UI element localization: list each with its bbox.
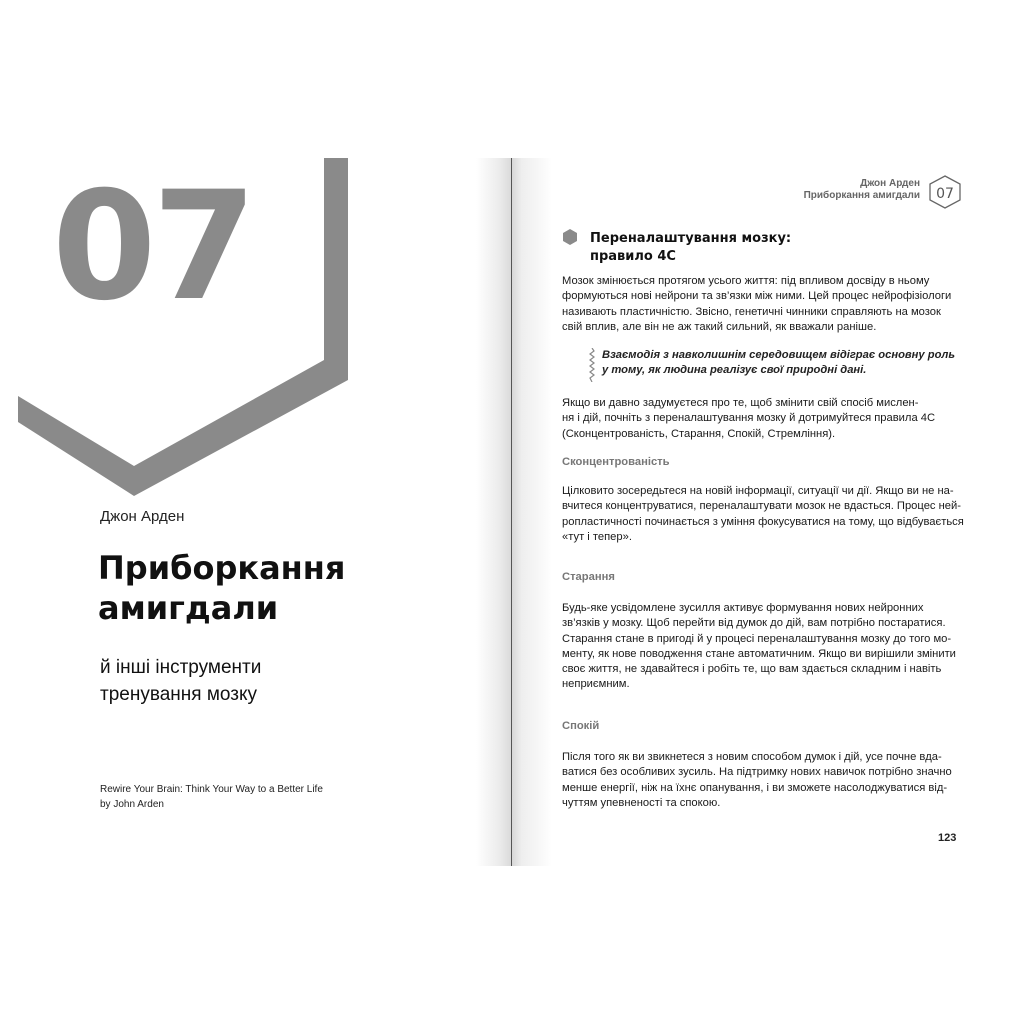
pull-quote <box>602 348 962 379</box>
text-line: Після того як ви звикнетеся з новим способом думок і дій, усе почне вда- <box>562 751 942 763</box>
book-gutter <box>476 158 552 866</box>
book-title-line: амигдали <box>98 589 279 627</box>
running-head-title: Приборкання амигдали <box>803 190 920 201</box>
left-page <box>0 0 476 1024</box>
text-line: чуттям упевненості та спокою. <box>562 796 721 809</box>
book-subtitle-line: тренування мозку <box>100 684 257 705</box>
book-title <box>98 548 345 628</box>
subhead-concentration: Сконцентрованість <box>562 456 670 468</box>
chapter-number: 07 <box>52 160 253 334</box>
text-line: менту, як нове поводження стане автоматичним. Якщо ви вирішили змінити <box>562 647 956 660</box>
text-line: своє життя, не здавайтеся і робіть те, що вам здається складним і навіть <box>562 663 942 676</box>
paragraph-calm <box>562 750 962 811</box>
running-head <box>804 178 920 202</box>
book-subtitle-line: й інші інструменти <box>100 657 262 678</box>
hexagon-bullet-icon <box>562 228 578 246</box>
chapter-badge-number: 07 <box>936 186 954 202</box>
paragraph-concentration <box>562 484 962 545</box>
paragraph-effort <box>562 601 962 693</box>
text-line: Будь-яке усвідомлене зусилля активує формування нових нейронних <box>562 602 924 614</box>
original-title <box>100 782 323 812</box>
book-subtitle <box>100 654 261 708</box>
right-page <box>552 158 972 866</box>
gutter-line <box>511 158 512 866</box>
section-heading-line: правило 4С <box>590 249 676 264</box>
text-line: свій вплив, але він не аж такий сильний, як вважали раніше. <box>562 320 877 333</box>
text-line: зв’язків у мозку. Щоб перейти від думок до дій, вам потрібно постаратися. <box>562 617 946 630</box>
text-line: «тут і тепер». <box>562 530 632 543</box>
quote-line: у тому, як людина реалізує свої природні дані. <box>602 364 867 377</box>
section-heading <box>590 230 791 266</box>
text-line: називають пластичністю. Звісно, генетичні чинники справляють на мозок <box>562 305 941 318</box>
subhead-calm: Спокій <box>562 720 600 732</box>
text-line: ропластичності починається з уміння фокусуватися на тому, що відбувається <box>562 515 964 528</box>
text-line: Цілковито зосередьтеся на новій інформації, ситуації чи дії. Якщо ви не на- <box>562 485 954 497</box>
text-line: Якщо ви давно задумуєтеся про те, щоб змінити свій спосіб мислен- <box>562 397 919 409</box>
original-title-line: Rewire Your Brain: Think Your Way to a Better Life <box>100 784 323 795</box>
intro-paragraph <box>562 274 962 335</box>
book-title-line: Приборкання <box>98 549 346 587</box>
quote-bar-icon <box>588 348 596 382</box>
original-author-line: by John Arden <box>100 799 164 810</box>
text-line: Мозок змінюється протягом усього життя: під впливом досвіду в ньому <box>562 275 930 287</box>
text-line: Старання стане в пригоді й у процесі переналаштування мозку до того мо- <box>562 632 952 645</box>
section-heading-line: Переналаштування мозку: <box>590 231 792 246</box>
page-number: 123 <box>938 832 957 844</box>
author-name: Джон Арден <box>100 508 185 525</box>
text-line: формуються нові нейрони та зв’язки між ними. Цей процес нейрофізіологи <box>562 290 952 303</box>
quote-line: Взаємодія з навколишнім середовищем відіграє основну роль <box>602 349 956 361</box>
text-line: неприємним. <box>562 678 630 691</box>
running-head-author: Джон Арден <box>860 178 920 189</box>
text-line: (Сконцентрованість, Старання, Спокій, Стремління). <box>562 427 836 440</box>
subhead-effort: Старання <box>562 571 615 583</box>
text-line: ватися без особливих зусиль. На підтримку нових навичок потрібно значно <box>562 766 952 779</box>
text-line: вчитеся концентруватися, переналаштувати мозок не вдасться. Процес ней- <box>562 500 961 513</box>
paragraph-4c <box>562 396 962 442</box>
text-line: ня і дій, почніть з переналаштування мозку й дотримуйтеся правила 4С <box>562 412 936 425</box>
chapter-badge-icon <box>928 174 962 210</box>
text-line: менше енергії, ніж на їхнє опанування, і ви зможете насолоджуватися від- <box>562 781 948 794</box>
